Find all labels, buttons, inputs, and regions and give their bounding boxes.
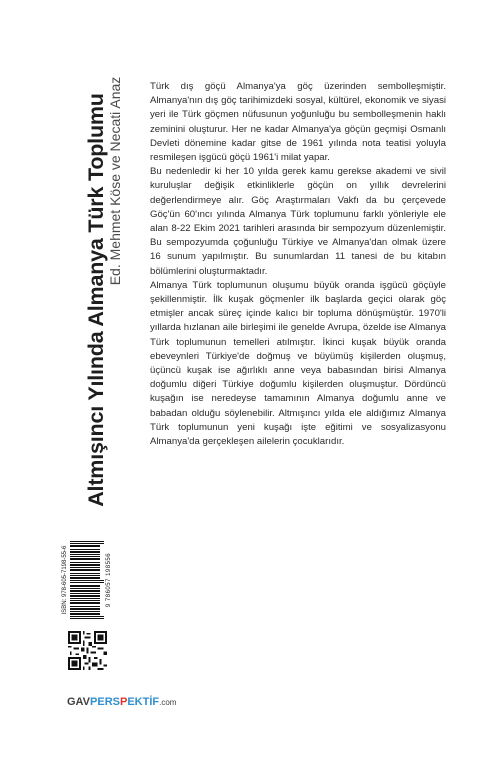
qr-code xyxy=(68,631,107,670)
paragraph-2: Bu nedenledir ki her 10 yılda gerek kamu gerekse akademi ve sivil kuruluşlar değişik etkinliklerle göçün on yıllık devrelerini değerlendirmeye alır. Göç Araştırmaları Vakfı da bu çerçevede Göç'ün 60'ıncı yılında Almanya Türk toplumunu farklı yönleriyle ele alan 8-22 Ekim 2021 tarihleri arasında bir sempozyum düzenlemiştir. Bu sempozyumda çoğunluğu Türkiye ve Almanya'dan olmak üzere 16 sunum yapılmıştır. Bu sunumlardan 11 tanesi de bu kitabın bölümlerini oluşturmaktadır. xyxy=(150,166,446,277)
back-cover-text xyxy=(150,80,446,449)
publisher-logo: GAVPERSPEKTİF.com xyxy=(67,696,177,708)
spine-title: Altmışıncı Yılında Almanya Türk Toplumu xyxy=(84,93,108,507)
barcode-bars xyxy=(70,540,104,620)
paragraph-1: Türk dış göçü Almanya'ya göç üzerinden sembolleşmiştir. Almanya'nın dış göç tarihimizdeki sosyal, kültürel, ekonomik ve siyasi yeri ile Türk göçmen nüfusunun yoğunluğu bu sembolleşmenin haklı zeminini oluşturur. Her ne kadar Almanya'ya göçün geçmişi Osmanlı Devleti dönemine kadar gitse de 1961 yılında nota teatisi yoluyla resmileşen işgücü göçü 1961'i milat yapar. xyxy=(150,81,446,164)
spine-editors: Ed. Mehmet Köse ve Necati Anaz xyxy=(107,76,123,286)
paragraph-3: Almanya Türk toplumunun oluşumu büyük oranda işgücü göçüyle şekillenmiştir. İlk kuşak göçmenler ilk başlarda geçici olarak göç etmişler ancak süreç içinde kalıcı bir topluma dönüşmüştür. 1970'li yıllarda hızlanan aile birleşimi ile genelde Avrupa, özelde ise Almanya Türk toplumunun temelleri atılmıştır. İkinci kuşak büyük oranda ebeveynleri Türkiye'de doğmuş ve büyümüş kişilerden oluşmuş, üçüncü kuşak ise ağırlıklı anne veya babasından birisi Almanya doğumlu diğeri Türkiye doğumlu kişilerden oluşmuştur. Dördüncü kuşağın ise neredeyse tamamının Almanya doğumlu anne ve babadan olduğu söylenebilir. Altmışıncı yılda ele aldığımız Almanya Türk toplumunun yeni kuşağı işte eğitimi ve sosyalizasyonu Almanya'da gerçekleşen ailelerin çocuklarıdır. xyxy=(150,279,446,448)
barcode-number: 9 786057 198556 xyxy=(106,552,112,608)
isbn-barcode xyxy=(62,540,112,620)
isbn-label: ISBN: 978-605-7198-55-6 xyxy=(62,545,68,615)
